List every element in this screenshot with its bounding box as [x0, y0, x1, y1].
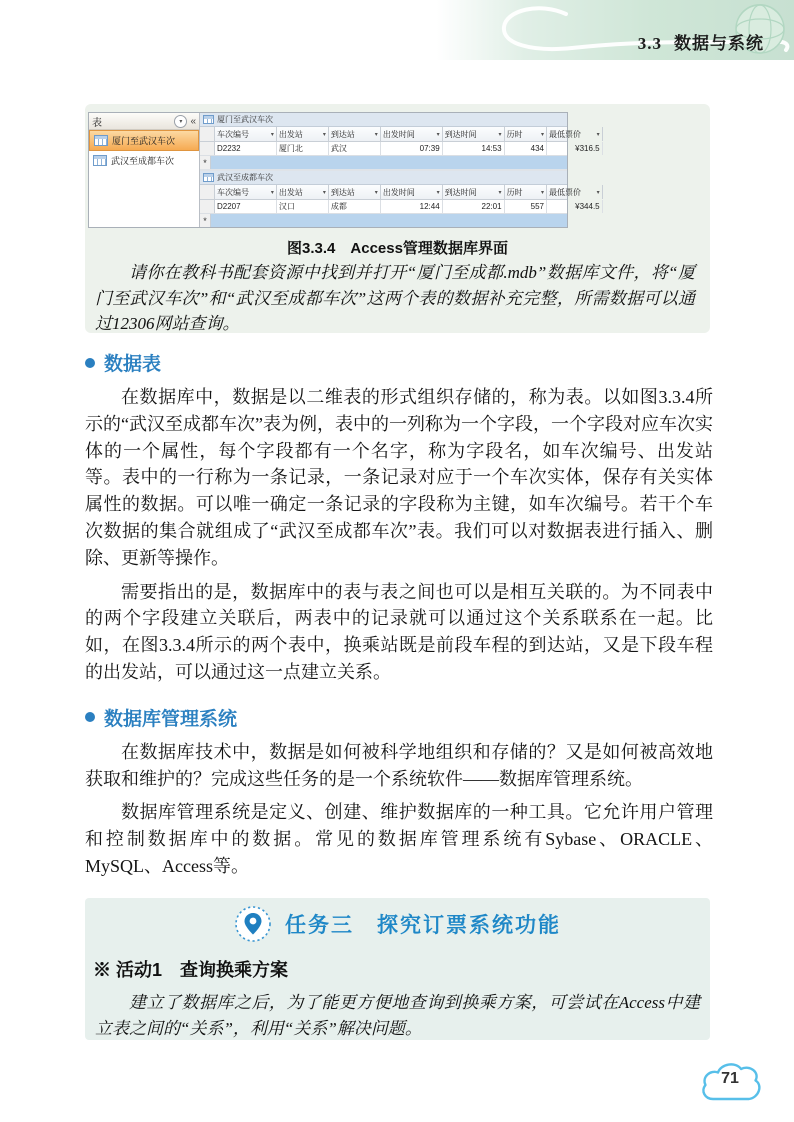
dropdown-arrow-icon: ▾: [436, 131, 440, 138]
page-number: 71: [721, 1070, 739, 1087]
task-title: 任务三 探究订票系统功能: [285, 914, 561, 937]
section-heading-data-table: [85, 349, 713, 376]
page-number-cloud: [698, 1058, 762, 1108]
dropdown-arrow-icon: ▾: [322, 131, 326, 138]
datasheet-header-row: [200, 185, 600, 200]
dropdown-arrow-icon: ▾: [540, 131, 544, 138]
column-header: 车次编号 ▾: [215, 185, 277, 199]
paragraph: 在数据库中，数据是以二维表的形式组织存储的，称为表。以如图3.3.4所示的“武汉至成都车次”表为例，表中的一列称为一个字段，一个字段对应车次实体的一个属性，每个字段都有一个名字，称为字段名，如车次编号、出发站等。表中的一行称为一条记录，一条记录对应于一个车次实体，保存有关实体属性的数据。可以唯一确定一条记录的字段称为主键，如车次编号。若干个车次数据的集合就组成了“武汉至成都车次”表。我们可以对数据表进行插入、删除、更新等操作。: [85, 387, 713, 568]
task-paragraph: 建立了数据库之后，为了能更方便地查询到换乘方案，可尝试在Access中建立表之间的“关系”，利用“关系”解决问题。: [95, 993, 700, 1038]
column-header: 最低票价 ▾: [547, 185, 603, 199]
section-heading-label: 数据库管理系统: [104, 708, 238, 730]
column-header: 到达时间 ▾: [443, 127, 505, 141]
cell-arrive-time: 14:53: [443, 142, 505, 155]
table-row: [200, 200, 600, 214]
access-nav-pane: [89, 113, 200, 227]
nav-table-item: [89, 130, 199, 151]
selected-empty-row: [211, 156, 567, 169]
access-datasheet-area: [200, 113, 600, 227]
datasheet-title: 厦门至武汉车次: [217, 115, 273, 124]
column-header: 到达时间 ▾: [443, 185, 505, 199]
body-text: [85, 349, 713, 887]
paragraph: 需要指出的是，数据库中的表与表之间也可以是相互关联的。为不同表中的两个字段建立关联后，两表中的记录就可以通过这个关系联系在一起。比如，在图3.3.4所示的两个表中，换乘站既是前段车程的到达站，又是下段车程的出发站，可以通过这一点建立关系。: [85, 581, 713, 682]
cell-train-no: D2232: [215, 142, 277, 155]
table-row: [200, 142, 600, 156]
cell-price: ¥316.5: [547, 142, 603, 155]
new-record-marker: *: [200, 156, 211, 169]
column-header: 到达站 ▾: [329, 127, 381, 141]
cell-duration: 557: [505, 200, 547, 213]
datasheet-xiamen-wuhan: [200, 113, 600, 169]
new-record-row: [200, 214, 567, 227]
column-header: 到达站 ▾: [329, 185, 381, 199]
dropdown-arrow-icon: ▾: [498, 189, 502, 196]
selected-empty-row: [211, 214, 567, 227]
cell-arrive-time: 22:01: [443, 200, 505, 213]
nav-menu-icon: ▾: [174, 115, 187, 128]
cell-arrive-station: 武汉: [329, 142, 381, 155]
figure-caption: 图3.3.4 Access管理数据库界面: [287, 240, 508, 257]
row-selector: [200, 142, 215, 155]
task-box: [85, 898, 710, 1040]
row-selector: [200, 200, 215, 213]
cell-depart-station: 厦门北: [277, 142, 329, 155]
datasheet-titlebar: [200, 171, 567, 185]
cell-depart-time: 07:39: [381, 142, 443, 155]
column-header: 历时 ▾: [505, 127, 547, 141]
bullet-icon: [85, 358, 95, 368]
nav-pane-title: 表: [92, 117, 102, 129]
datasheet-titlebar: [200, 113, 567, 127]
access-nav-header: [89, 113, 199, 130]
table-icon: [203, 115, 214, 124]
dropdown-arrow-icon: ▾: [270, 131, 274, 138]
datasheet-wuhan-chengdu: [200, 171, 600, 227]
column-header-tail: [603, 127, 607, 141]
task-banner: [85, 898, 710, 943]
row-selector: [200, 185, 215, 199]
cell-arrive-station: 成都: [329, 200, 381, 213]
bullet-icon: [85, 712, 95, 722]
column-header-tail: [603, 185, 607, 199]
new-record-marker: *: [200, 214, 211, 227]
column-header: 历时 ▾: [505, 185, 547, 199]
cell-depart-station: 汉口: [277, 200, 329, 213]
dropdown-arrow-icon: ▾: [374, 131, 378, 138]
dropdown-arrow-icon: ▾: [270, 189, 274, 196]
column-header: 出发站 ▾: [277, 127, 329, 141]
figure-note: 请你在教科书配套资源中找到并打开“厦门至成都.mdb”数据库文件，将“厦门至武汉车次”和“武汉至成都车次”这两个表的数据补充完整，所需数据可以通过12306网站查询。: [95, 263, 695, 333]
table-icon: [93, 155, 107, 166]
column-header: 出发时间 ▾: [381, 185, 443, 199]
table-icon: [203, 173, 214, 182]
location-pin-icon: [234, 905, 272, 943]
dropdown-arrow-icon: ▾: [436, 189, 440, 196]
cell-price: ¥344.5: [547, 200, 603, 213]
dropdown-arrow-icon: ▾: [374, 189, 378, 196]
section-heading-label: 数据表: [104, 354, 162, 375]
new-record-row: [200, 156, 567, 169]
column-header: 最低票价 ▾: [547, 127, 603, 141]
figure-box: [85, 104, 710, 333]
chapter-header: [638, 29, 764, 54]
dropdown-arrow-icon: ▾: [322, 189, 326, 196]
section-title: 数据与系统: [674, 34, 764, 53]
nav-table-item: [89, 151, 199, 170]
section-number: 3.3: [637, 34, 662, 53]
datasheet-header-row: [200, 127, 600, 142]
dropdown-arrow-icon: ▾: [596, 131, 600, 138]
column-header: 出发站 ▾: [277, 185, 329, 199]
activity-title: ※ 活动1 查询换乘方案: [93, 960, 289, 980]
paragraph: 数据库管理系统是定义、创建、维护数据库的一种工具。它允许用户管理和控制数据库中的数据。常见的数据库管理系统有Sybase、ORACLE、MySQL、Access等。: [85, 802, 713, 876]
nav-item-label: 武汉至成都车次: [111, 156, 175, 166]
page-header-band: [0, 0, 794, 60]
cell-train-no: D2207: [215, 200, 277, 213]
dropdown-arrow-icon: ▾: [498, 131, 502, 138]
table-icon: [94, 135, 108, 146]
nav-item-label: 厦门至武汉车次: [112, 136, 176, 146]
row-selector: [200, 127, 215, 141]
cell-depart-time: 12:44: [381, 200, 443, 213]
section-heading-dbms: [85, 704, 713, 731]
column-header: 车次编号 ▾: [215, 127, 277, 141]
dropdown-arrow-icon: ▾: [596, 189, 600, 196]
column-header: 出发时间 ▾: [381, 127, 443, 141]
datasheet-title: 武汉至成都车次: [217, 173, 273, 182]
collapse-pane-icon: «: [190, 115, 196, 127]
paragraph: 在数据库技术中，数据是如何被科学地组织和存储的？又是如何被高效地获取和维护的？完成这些任务的是一个系统软件——数据库管理系统。: [85, 741, 713, 789]
cell-duration: 434: [505, 142, 547, 155]
dropdown-arrow-icon: ▾: [540, 189, 544, 196]
access-screenshot: [88, 112, 600, 228]
